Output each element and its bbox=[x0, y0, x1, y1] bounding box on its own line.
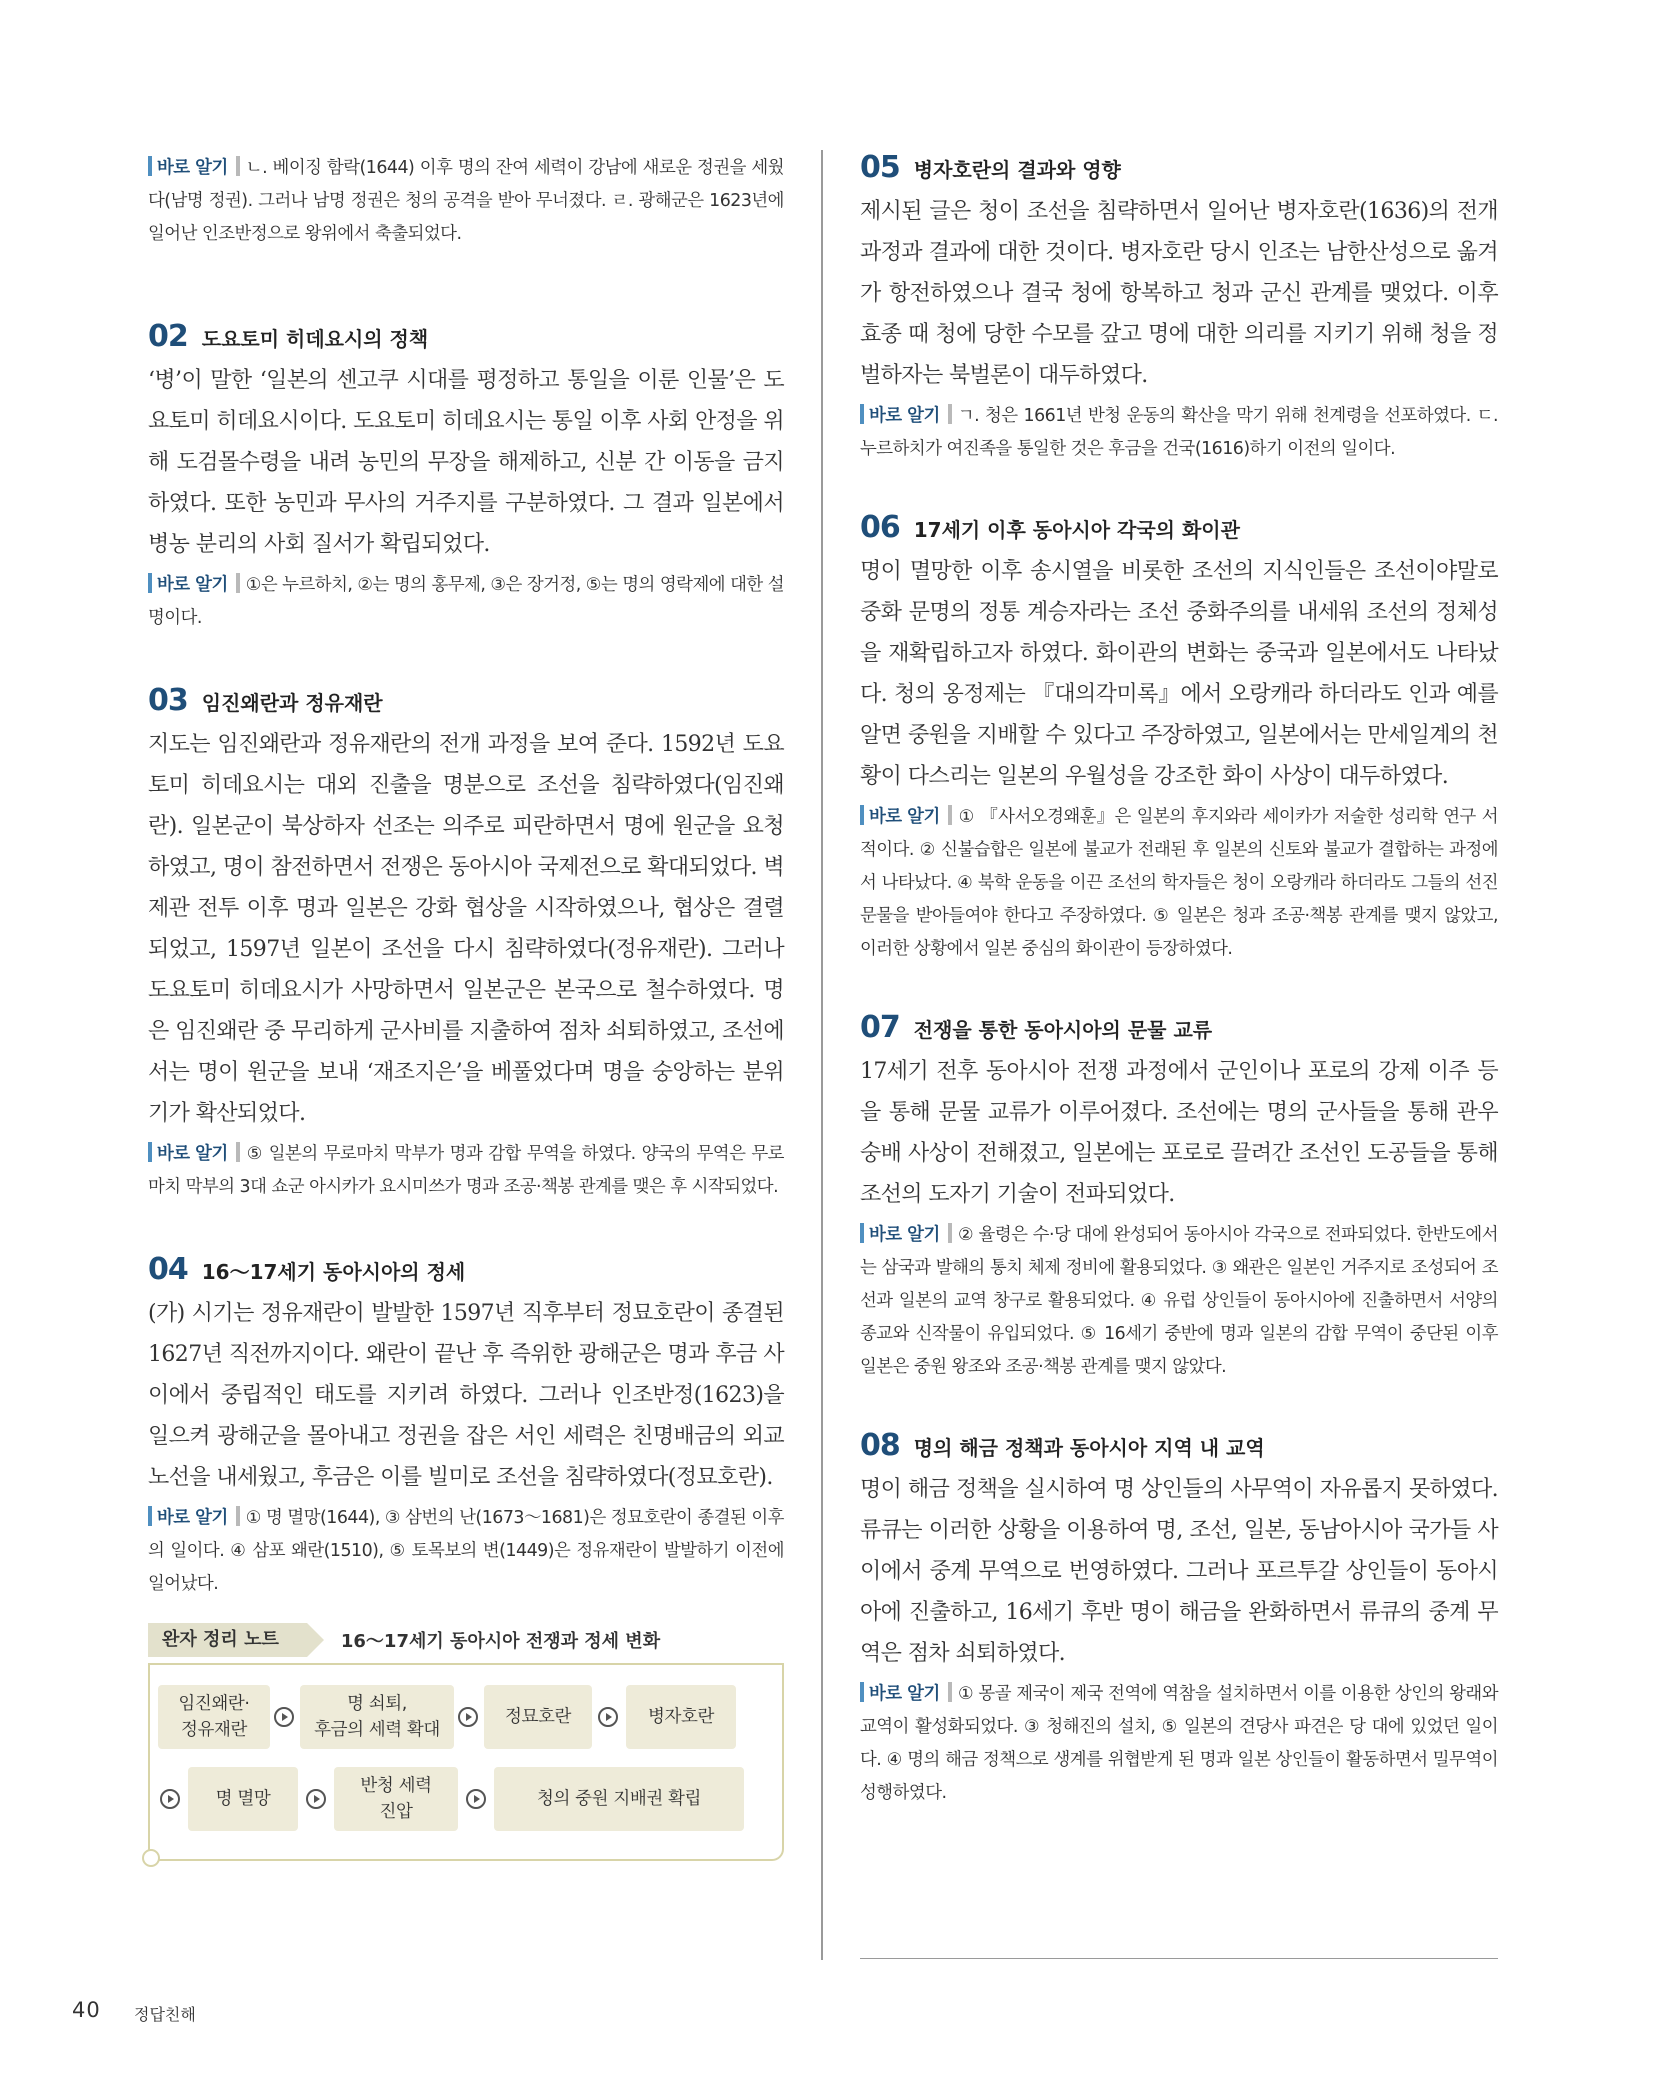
section-title: 17세기 이후 동아시아 각국의 화이관 bbox=[913, 518, 1240, 542]
tip-label: 바로 알기 bbox=[860, 801, 952, 834]
summary-note bbox=[148, 1623, 784, 1861]
section-body: 제시된 글은 청이 조선을 침략하면서 일어난 병자호란(1636)의 전개 과정과 결과에 대한 것이다. 병자호란 당시 인조는 남한산성으로 옮겨 가 항전하였으나 결국 청에 항복하고 청과 군신 관계를 맺었다. 이후 효종 때 청에 당한 수모를 갚고 명에 대한 의리를 지키기 위해 청을 정벌하자는 북벌론이 대두하였다. bbox=[860, 199, 1498, 388]
section-title: 도요토미 히데요시의 정책 bbox=[201, 327, 429, 351]
flow-node-qing-rule: 청의 중원 지배권 확립 bbox=[494, 1767, 744, 1831]
flow-node-anti-qing: 반청 세력 진압 bbox=[334, 1767, 458, 1831]
tip-text: ① 몽골 제국이 제국 전역에 역참을 설치하면서 이를 이용한 상인의 왕래와 교역이 활성화되었다. ③ 청해진의 설치, ⑤ 일본의 견당사 파견은 당 대에 있었던 일이다. ④ 명의 해금 정책으로 생계를 위협받게 된 명과 일본 상인들이 활동하면서 밀무역이 성행하였다. bbox=[860, 1684, 1498, 1803]
section-title: 16～17세기 동아시아의 정세 bbox=[201, 1260, 466, 1284]
flow-node-byeongja: 병자호란 bbox=[626, 1685, 736, 1749]
page-number: 40 bbox=[72, 1998, 101, 2022]
tip-label: 바로 알기 bbox=[860, 1219, 952, 1252]
tip-block bbox=[860, 801, 1498, 966]
section-title: 임진왜란과 정유재란 bbox=[201, 691, 383, 715]
note-top-line bbox=[150, 1663, 782, 1665]
tip-label: 바로 알기 bbox=[148, 1138, 240, 1171]
section-number: 06 bbox=[860, 510, 900, 545]
section-title: 병자호란의 결과와 영향 bbox=[913, 158, 1121, 182]
section-body: 명이 해금 정책을 실시하여 명 상인들의 사무역이 자유롭지 못하였다. 류큐는 이러한 상황을 이용하여 명, 조선, 일본, 동남아시아 국가들 사이에서 중계 무역으로 번영하였다. 그러나 포르투갈 상인들이 동아시아에 진출하고, 16세기 후반 명이 해금을 완화하면서 류큐의 중계 무역은 점차 쇠퇴하였다. bbox=[860, 1477, 1498, 1666]
arrow-icon bbox=[160, 1789, 180, 1809]
tip-text: ② 율령은 수·당 대에 완성되어 동아시아 각국으로 전파되었다. 한반도에서는 삼국과 발해의 통치 체제 정비에 활용되었다. ③ 왜관은 일본인 거주지로 조성되어 조선과 일본의 교역 창구로 활용되었다. ④ 유럽 상인들이 동아시아에 진출하면서 서양의 종교와 신작물이 유입되었다. ⑤ 16세기 중반에 명과 일본의 감합 무역이 중단된 이후 일본은 중원 왕조와 조공·책봉 관계를 맺지 않았다. bbox=[860, 1225, 1498, 1377]
tip-block bbox=[860, 1678, 1498, 1810]
section-number: 04 bbox=[148, 1252, 188, 1287]
tip-block bbox=[148, 1502, 784, 1601]
arrow-icon bbox=[306, 1789, 326, 1809]
tip-text: ㄱ. 청은 1661년 반청 운동의 확산을 막기 위해 천계령을 선포하였다. ㄷ. 누르하치가 여진족을 통일한 것은 후금을 건국(1616)하기 이전의 일이다. bbox=[860, 406, 1498, 459]
tip-text: ① 명 멸망(1644), ③ 삼번의 난(1673～1681)은 정묘호란이 종결된 이후의 일이다. ④ 삼포 왜란(1510), ⑤ 토목보의 변(1449)은 정유재란이 발발하기 이전에 일어났다. bbox=[148, 1508, 784, 1594]
tip-label: 바로 알기 bbox=[860, 400, 952, 433]
section-number: 03 bbox=[148, 683, 188, 718]
section-07 bbox=[860, 1010, 1498, 1384]
section-title: 전쟁을 통한 동아시아의 문물 교류 bbox=[913, 1018, 1213, 1042]
note-tag: 완자 정리 노트 bbox=[148, 1623, 307, 1657]
section-06 bbox=[860, 510, 1498, 966]
arrow-icon bbox=[466, 1789, 486, 1809]
section-08 bbox=[860, 1428, 1498, 1810]
tip-block bbox=[860, 1219, 1498, 1384]
flow-node-ming-fall: 명 멸망 bbox=[188, 1767, 298, 1831]
section-body: 지도는 임진왜란과 정유재란의 전개 과정을 보여 준다. 1592년 도요토미 히데요시는 대외 진출을 명분으로 조선을 침략하였다(임진왜란). 일본군이 북상하자 선조는 의주로 피란하면서 명에 원군을 요청하였고, 명이 참전하면서 전쟁은 동아시아 국제전으로 확대되었다. 벽제관 전투 이후 명과 일본은 강화 협상을 시작하였으나, 협상은 결렬되었고, 1597년 일본이 조선을 다시 침략하였다(정유재란). 그러나 도요토미 히데요시가 사망하면서 일본군은 본국으로 철수하였다. 명은 임진왜란 중 무리하게 군사비를 지출하여 점차 쇠퇴하였고, 조선에서는 명이 원군을 보내 ‘재조지은’을 베풀었다며 명을 숭앙하는 분위기가 확산되었다. bbox=[148, 732, 784, 1126]
left-column bbox=[148, 148, 784, 1861]
section-05 bbox=[860, 150, 1498, 466]
bottom-rule bbox=[860, 1958, 1498, 1959]
note-title: 16～17세기 동아시아 전쟁과 정세 변화 bbox=[340, 1631, 661, 1652]
arrow-icon bbox=[598, 1707, 618, 1727]
tip-text: ①은 누르하치, ②는 명의 홍무제, ③은 장거정, ⑤는 명의 영락제에 대한 설명이다. bbox=[148, 575, 785, 628]
tip-label: 바로 알기 bbox=[860, 1678, 952, 1711]
tip-text: ① 『사서오경왜훈』은 일본의 후지와라 세이카가 저술한 성리학 연구 서적이다. ② 신불습합은 일본에 불교가 전래된 후 일본의 신토와 불교가 결합하는 과정에서 나타났다. ④ 북학 운동을 이끈 조선의 학자들은 청이 오랑캐라 하더라도 그들의 선진 문물을 받아들여야 한다고 주장하였다. ⑤ 일본은 청과 조공·책봉 관계를 맺지 않았고, 이러한 상황에서 일본 중심의 화이관이 등장하였다. bbox=[860, 807, 1498, 959]
section-04 bbox=[148, 1252, 784, 1601]
tip-block bbox=[148, 1138, 784, 1204]
section-body: ‘병’이 말한 ‘일본의 센고쿠 시대를 평정하고 통일을 이룬 인물’은 도요토미 히데요시이다. 도요토미 히데요시는 통일 이후 사회 안정을 위해 도검몰수령을 내려 농민의 무장을 해제하고, 신분 간 이동을 금지하였다. 또한 농민과 무사의 거주지를 구분하였다. 그 결과 일본에서 병농 분리의 사회 질서가 확립되었다. bbox=[148, 368, 784, 557]
tip-text: ⑤ 일본의 무로마치 막부가 명과 감합 무역을 하였다. 양국의 무역은 무로마치 막부의 3대 쇼군 아시카가 요시미쓰가 명과 조공·책봉 관계를 맺은 후 시작되었다. bbox=[148, 1144, 784, 1197]
section-title: 명의 해금 정책과 동아시아 지역 내 교역 bbox=[913, 1436, 1265, 1460]
section-number: 05 bbox=[860, 150, 900, 185]
right-column bbox=[860, 150, 1498, 1810]
section-body: 명이 멸망한 이후 송시열을 비롯한 조선의 지식인들은 조선이야말로 중화 문명의 정통 계승자라는 조선 중화주의를 내세워 조선의 정체성을 재확립하고자 하였다. 화이관의 변화는 중국과 일본에서도 나타났다. 청의 옹정제는 『대의각미록』에서 오랑캐라 하더라도 인과 예를 알면 중원을 지배할 수 있다고 주장하였고, 일본에서는 만세일계의 천황이 다스리는 일본의 우월성을 강조한 화이 사상이 대두하였다. bbox=[860, 559, 1498, 789]
tip-text: ㄴ. 베이징 함락(1644) 이후 명의 잔여 세력이 강남에 새로운 정권을 세웠다(남명 정권). 그러나 남명 정권은 청의 공격을 받아 무너졌다. ㄹ. 광해군은 1623년에 일어난 인조반정으로 왕위에서 축출되었다. bbox=[148, 158, 784, 244]
tip-label: 바로 알기 bbox=[148, 152, 240, 185]
section-body: 17세기 전후 동아시아 전쟁 과정에서 군인이나 포로의 강제 이주 등을 통해 문물 교류가 이루어졌다. 조선에는 명의 군사들을 통해 관우 숭배 사상이 전해졌고, 일본에는 포로로 끌려간 조선인 도공들을 통해 조선의 도자기 기술이 전파되었다. bbox=[860, 1059, 1498, 1207]
tip-block bbox=[148, 569, 784, 635]
arrow-icon bbox=[274, 1707, 294, 1727]
section-03 bbox=[148, 683, 784, 1204]
tip-label: 바로 알기 bbox=[148, 1502, 240, 1535]
note-flow-box bbox=[148, 1663, 784, 1861]
section-body: (가) 시기는 정유재란이 발발한 1597년 직후부터 정묘호란이 종결된 1627년 직전까지이다. 왜란이 끝난 후 즉위한 광해군은 명과 후금 사이에서 중립적인 태도를 지키려 하였다. 그러나 인조반정(1623)을 일으켜 광해군을 몰아내고 정권을 잡은 서인 세력은 친명배금의 외교 노선을 내세웠고, 후금은 이를 빌미로 조선을 침략하였다(정묘호란). bbox=[148, 1301, 784, 1490]
section-number: 08 bbox=[860, 1428, 900, 1463]
flow-node-jeongmyo: 정묘호란 bbox=[484, 1685, 592, 1749]
arrow-icon bbox=[458, 1707, 478, 1727]
footer-label: 정답친해 bbox=[134, 2005, 196, 2024]
tip-block bbox=[860, 400, 1498, 466]
flow-node-ming-decline: 명 쇠퇴, 후금의 세력 확대 bbox=[300, 1685, 454, 1749]
section-number: 02 bbox=[148, 319, 188, 354]
column-divider bbox=[821, 150, 823, 1960]
flow-node-imjin: 임진왜란· 정유재란 bbox=[158, 1685, 270, 1749]
section-number: 07 bbox=[860, 1010, 900, 1045]
section-02 bbox=[148, 319, 784, 635]
note-corner-dot bbox=[142, 1849, 160, 1867]
tip-label: 바로 알기 bbox=[148, 569, 240, 602]
tip-intro bbox=[148, 152, 784, 251]
